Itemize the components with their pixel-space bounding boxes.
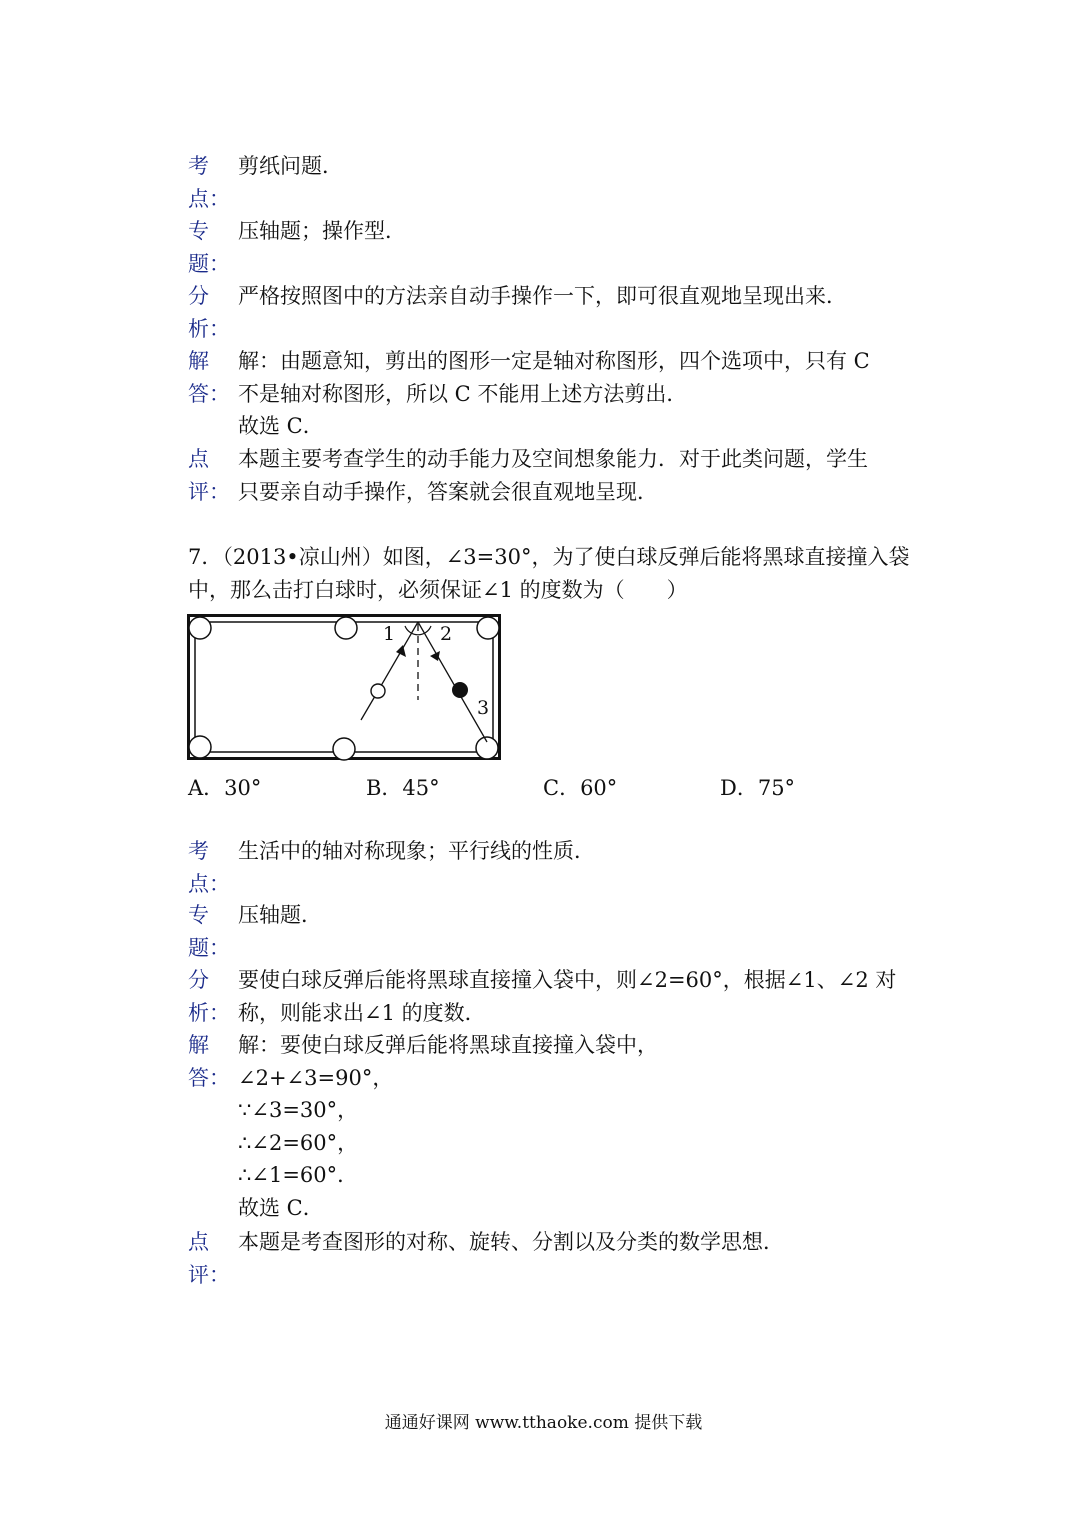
page-footer: 通通好课网 www.tthaoke.com 提供下载	[384, 1413, 703, 1433]
kaodian-text: 生活中的轴对称现象；平行线的性质．	[238, 839, 595, 863]
dianping-label: 点 评：	[188, 1230, 230, 1287]
q7-stem: 7．（2013•凉山州）如图，∠3=30°，为了使白球反弹后能将黑球直接撞入袋 中，那么击打白球时，必须保证∠1 的度数为（ ）	[188, 545, 910, 602]
pocket-top-middle	[335, 617, 357, 639]
angle-1-label: 1	[383, 623, 396, 645]
fenxi-label: 分 析：	[188, 284, 230, 341]
angle-3-label: 3	[477, 697, 490, 719]
jieda-label: 解 答：	[188, 349, 230, 406]
option-b: B．45°	[366, 776, 440, 800]
pocket-bottom-middle	[333, 738, 355, 760]
kaodian-label: 考 点：	[188, 839, 230, 896]
billiard-table-figure	[187, 614, 503, 762]
pocket-bottom-left	[189, 736, 211, 758]
option-c: C．60°	[543, 776, 618, 800]
dianping-text: 本题主要考查学生的动手能力及空间想象能力．对于此类问题，学生 只要亲自动手操作，答案就会很直观地呈现．	[238, 447, 868, 504]
zhuanti-label: 专 题：	[188, 903, 230, 960]
jieda-text: 解：要使白球反弹后能将黑球直接撞入袋中， ∠2+∠3=90°， ∵∠3=30°， ∴∠2=60°， ∴∠1=60°． 故选 C．	[238, 1033, 658, 1220]
dianping-text: 本题是考查图形的对称、旋转、分割以及分类的数学思想．	[238, 1230, 784, 1254]
fenxi-text: 要使白球反弹后能将黑球直接撞入袋中，则∠2=60°，根据∠1、∠2 对 称，则能求出∠1 的度数．	[238, 968, 897, 1025]
pocket-top-right	[477, 617, 499, 639]
zhuanti-text: 压轴题．	[238, 903, 322, 927]
option-d: D．75°	[720, 776, 796, 800]
zhuanti-label: 专 题：	[188, 219, 230, 276]
fenxi-text: 严格按照图中的方法亲自动手操作一下，即可很直观地呈现出来．	[238, 284, 847, 308]
fenxi-label: 分 析：	[188, 968, 230, 1025]
dianping-label: 点 评：	[188, 447, 230, 504]
zhuanti-text: 压轴题；操作型．	[238, 219, 406, 243]
angle-2-label: 2	[440, 623, 453, 645]
kaodian-label: 考 点：	[188, 154, 230, 211]
option-a: A．30°	[188, 776, 262, 800]
jieda-text: 解：由题意知，剪出的图形一定是轴对称图形，四个选项中，只有 C 不是轴对称图形，所以 C 不能用上述方法剪出． 故选 C．	[238, 349, 870, 438]
kaodian-text: 剪纸问题．	[238, 154, 343, 178]
black-ball	[452, 682, 468, 698]
pocket-top-left	[189, 617, 211, 639]
white-ball	[371, 684, 385, 698]
jieda-label: 解 答：	[188, 1033, 230, 1090]
pocket-bottom-right	[476, 737, 498, 759]
q7-options	[188, 772, 908, 802]
